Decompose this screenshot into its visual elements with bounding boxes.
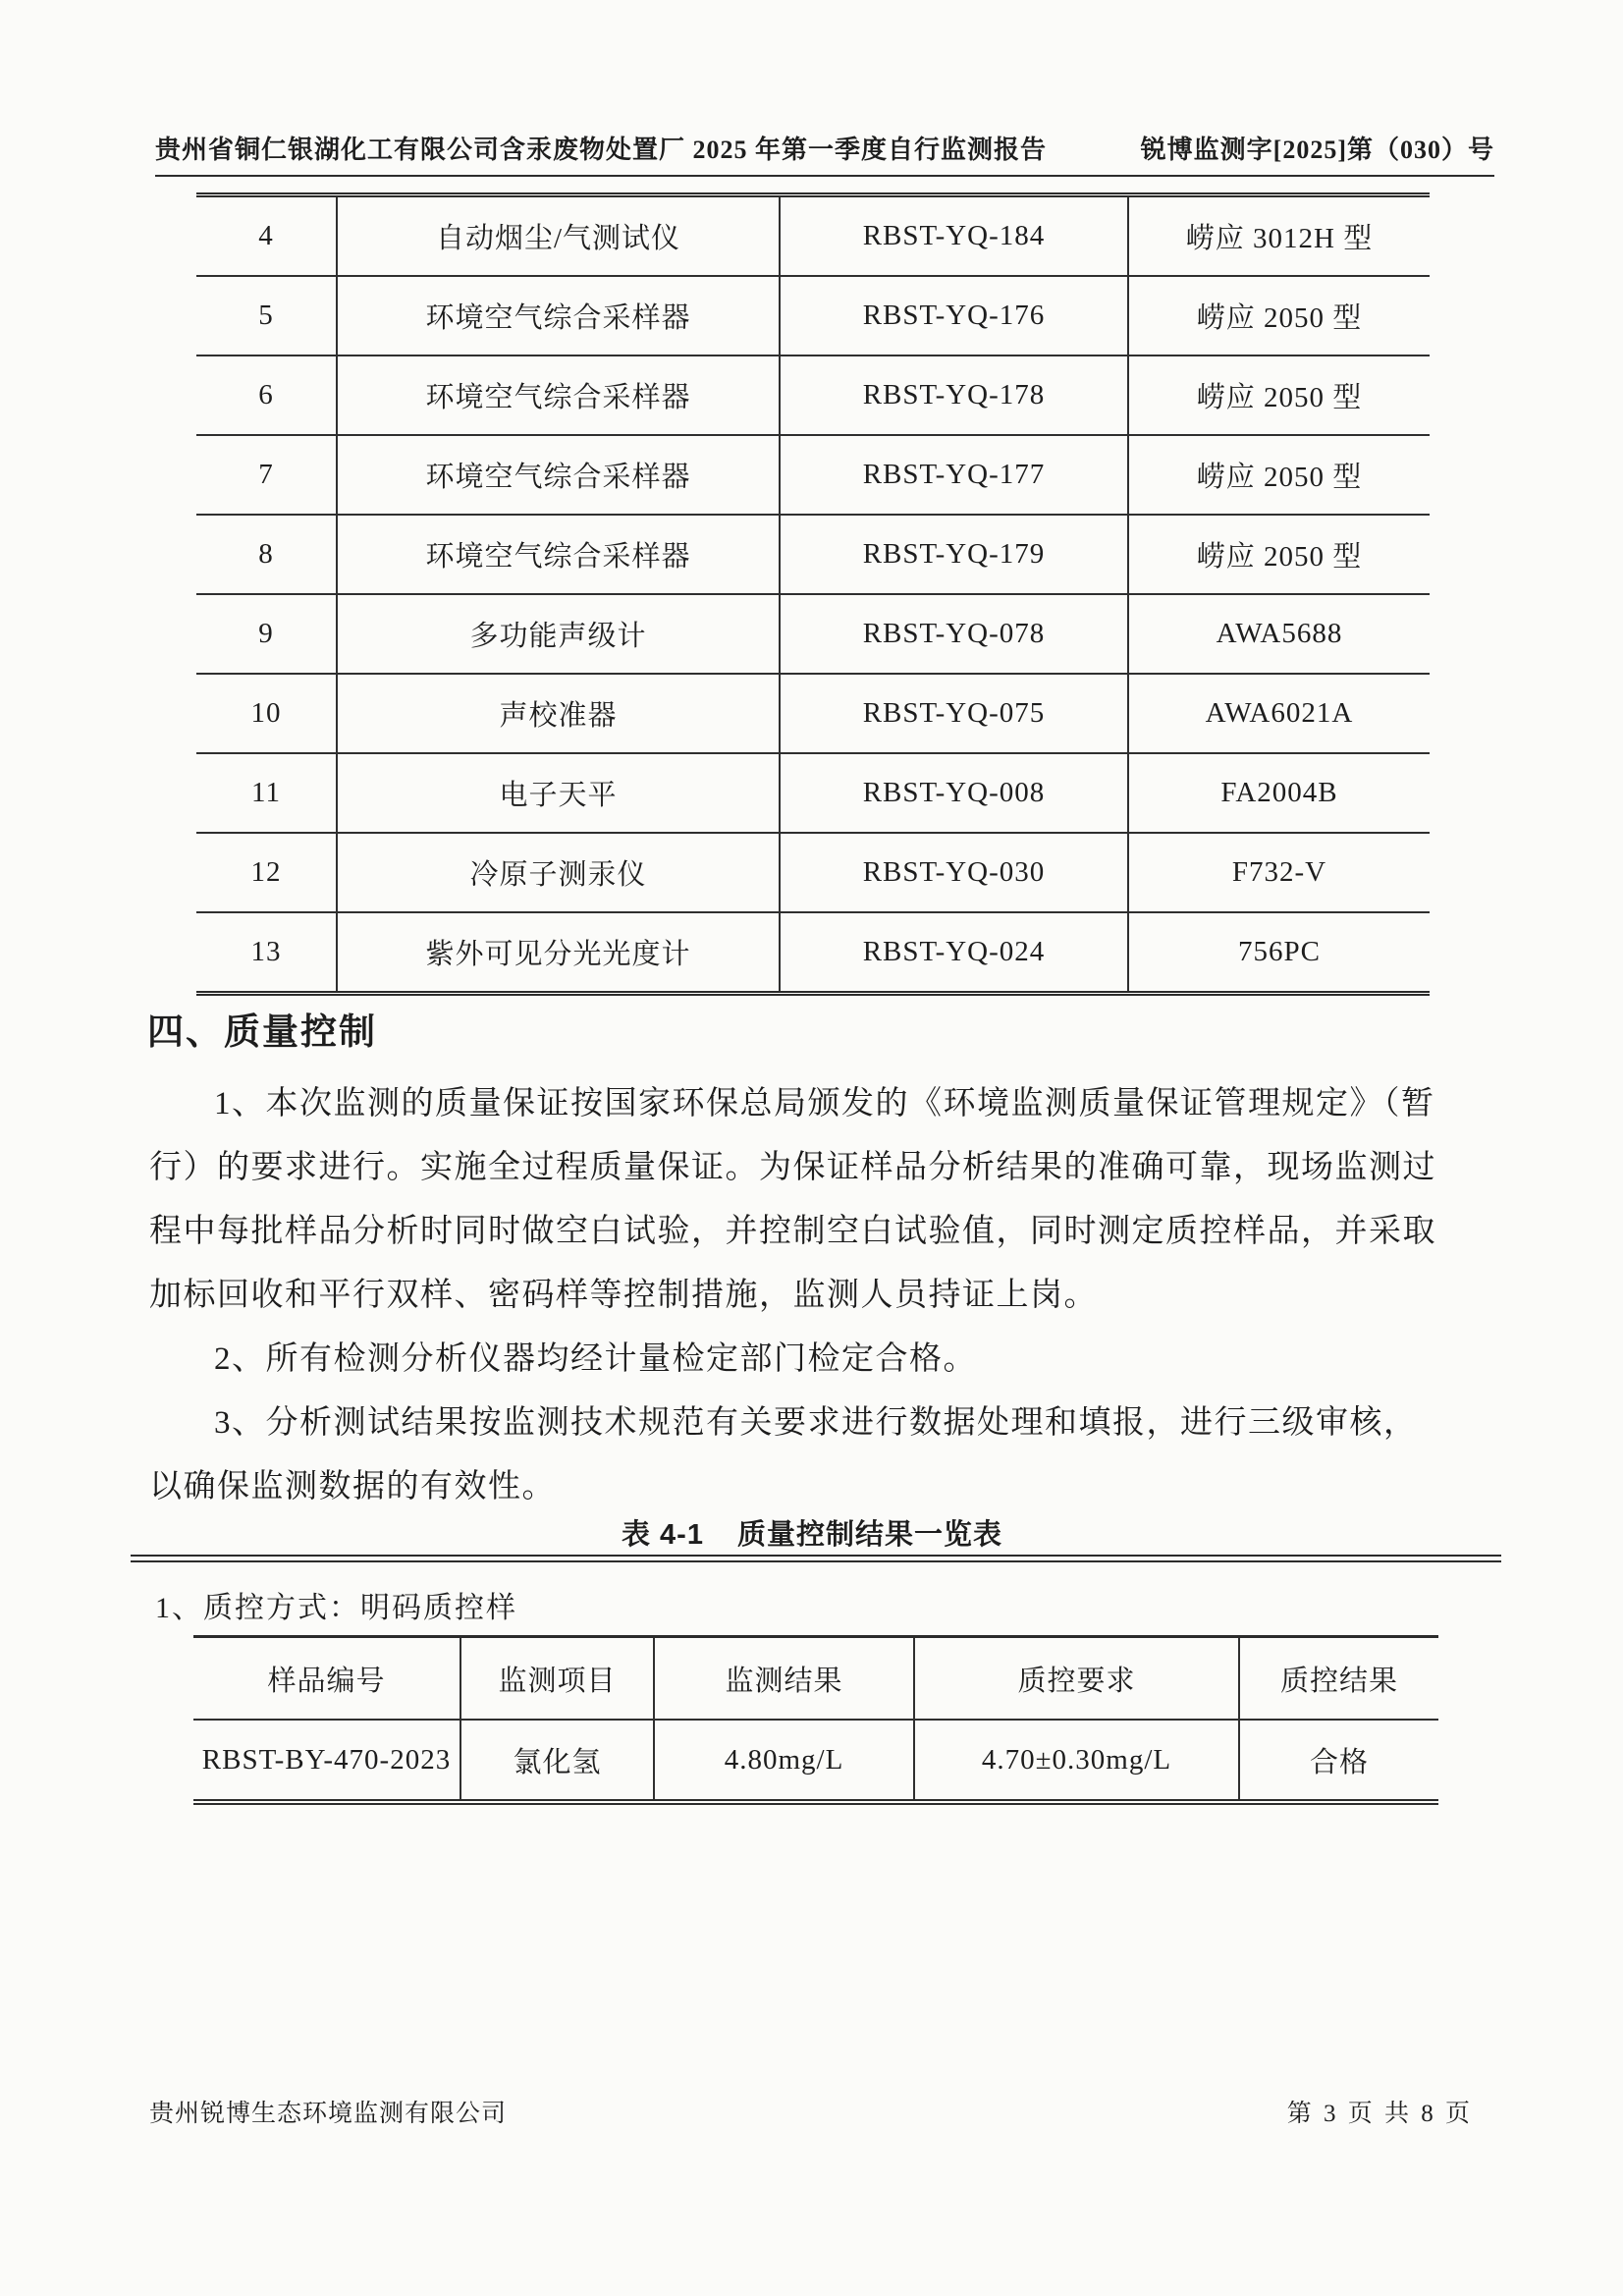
table-row — [196, 197, 1430, 275]
instrument-code: RBST-YQ-176 — [779, 277, 1127, 355]
instrument-model: 崂应 3012H 型 — [1127, 197, 1430, 275]
row-number: 13 — [250, 936, 282, 967]
header-result: 监测结果 — [653, 1638, 913, 1719]
instrument-model: 崂应 2050 型 — [1127, 516, 1430, 593]
table-row — [196, 832, 1430, 911]
instrument-name: 环境空气综合采样器 — [336, 277, 779, 355]
table-row — [196, 593, 1430, 673]
table-row — [196, 275, 1430, 355]
qc-result-table — [193, 1635, 1438, 1805]
row-number: 12 — [250, 856, 282, 888]
qc-table-label: 表 4-1 — [622, 1519, 704, 1551]
instrument-code: RBST-YQ-008 — [779, 754, 1127, 832]
qc-method-label: 1、质控方式：明码质控样 — [155, 1592, 517, 1624]
row-number: 11 — [251, 777, 281, 808]
qc-data-row — [193, 1721, 1438, 1799]
instrument-code: RBST-YQ-078 — [779, 595, 1127, 673]
instrument-model: AWA6021A — [1127, 675, 1430, 752]
paragraph-line: 程中每批样品分析时同时做空白试验，并控制空白试验值，同时测定质控样品，并采取 — [149, 1214, 1436, 1249]
row-number: 5 — [258, 300, 274, 331]
row-number: 10 — [250, 697, 282, 729]
instrument-model: 崂应 2050 型 — [1127, 277, 1430, 355]
instrument-code: RBST-YQ-075 — [779, 675, 1127, 752]
table-row — [196, 355, 1430, 434]
qc-table-title — [191, 1512, 1433, 1553]
table-row — [196, 434, 1430, 514]
paragraph-line: 2、所有检测分析仪器均经计量检定部门检定合格。 — [214, 1341, 977, 1377]
paragraph-line: 3、分析测试结果按监测技术规范有关要求进行数据处理和填报，进行三级审核， — [214, 1405, 1418, 1441]
paragraph-line: 行）的要求进行。实施全过程质量保证。为保证样品分析结果的准确可靠，现场监测过 — [149, 1150, 1436, 1185]
header-requirement: 质控要求 — [913, 1638, 1238, 1719]
row-number: 7 — [258, 459, 274, 490]
table-row — [196, 752, 1430, 832]
qc-header-row — [193, 1638, 1438, 1721]
instrument-name: 自动烟尘/气测试仪 — [336, 197, 779, 275]
instrument-model: F732-V — [1127, 834, 1430, 911]
instrument-model: FA2004B — [1127, 754, 1430, 832]
instrument-model: AWA5688 — [1127, 595, 1430, 673]
table-row — [196, 514, 1430, 593]
header-item: 监测项目 — [460, 1638, 653, 1719]
instrument-code: RBST-YQ-024 — [779, 913, 1127, 991]
qc-requirement: 4.70±0.30mg/L — [913, 1721, 1238, 1799]
page-header — [155, 130, 1494, 177]
double-rule — [131, 1555, 1501, 1562]
instrument-name: 环境空气综合采样器 — [336, 436, 779, 514]
instrument-code: RBST-YQ-030 — [779, 834, 1127, 911]
instrument-name: 声校准器 — [336, 675, 779, 752]
footer-company: 贵州锐博生态环境监测有限公司 — [149, 2100, 508, 2127]
report-title: 贵州省铜仁银湖化工有限公司含汞废物处置厂 2025 年第一季度自行监测报告 — [155, 136, 1048, 164]
table-row — [196, 673, 1430, 752]
qc-table-caption: 质量控制结果一览表 — [736, 1519, 1002, 1551]
instrument-name: 环境空气综合采样器 — [336, 516, 779, 593]
instrument-model: 崂应 2050 型 — [1127, 436, 1430, 514]
qc-sample-id: RBST-BY-470-2023 — [201, 1743, 452, 1776]
instrument-name: 环境空气综合采样器 — [336, 356, 779, 434]
paragraph-line: 以确保监测数据的有效性。 — [149, 1469, 556, 1504]
instrument-code: RBST-YQ-178 — [779, 356, 1127, 434]
table-row — [196, 911, 1430, 991]
qc-result: 4.80mg/L — [653, 1721, 913, 1799]
instrument-model: 崂应 2050 型 — [1127, 356, 1430, 434]
instrument-code: RBST-YQ-179 — [779, 516, 1127, 593]
instrument-code: RBST-YQ-184 — [779, 197, 1127, 275]
instrument-name: 电子天平 — [336, 754, 779, 832]
header-sample-id: 样品编号 — [267, 1665, 386, 1697]
row-number: 4 — [258, 220, 274, 251]
footer-page-number: 第 3 页 共 8 页 — [1286, 2101, 1473, 2127]
instrument-name: 冷原子测汞仪 — [336, 834, 779, 911]
row-number: 9 — [258, 618, 274, 649]
paragraph-line: 1、本次监测的质量保证按国家环保总局颁发的《环境监测质量保证管理规定》（暂 — [214, 1086, 1435, 1121]
row-number: 6 — [258, 379, 274, 410]
header-conclusion: 质控结果 — [1238, 1638, 1438, 1719]
row-number: 8 — [258, 538, 274, 570]
qc-conclusion: 合格 — [1238, 1721, 1438, 1799]
instrument-model: 756PC — [1127, 913, 1430, 991]
quality-paragraphs — [149, 1068, 1500, 1515]
paragraph-line: 加标回收和平行双样、密码样等控制措施，监测人员持证上岗。 — [149, 1278, 1098, 1313]
section-heading: 四、质量控制 — [147, 1011, 377, 1052]
report-doc-number: 锐博监测字[2025]第（030）号 — [1140, 136, 1494, 164]
instrument-code: RBST-YQ-177 — [779, 436, 1127, 514]
qc-item: 氯化氢 — [460, 1721, 653, 1799]
instrument-table — [196, 192, 1430, 996]
instrument-name: 多功能声级计 — [336, 595, 779, 673]
instrument-name: 紫外可见分光光度计 — [336, 913, 779, 991]
